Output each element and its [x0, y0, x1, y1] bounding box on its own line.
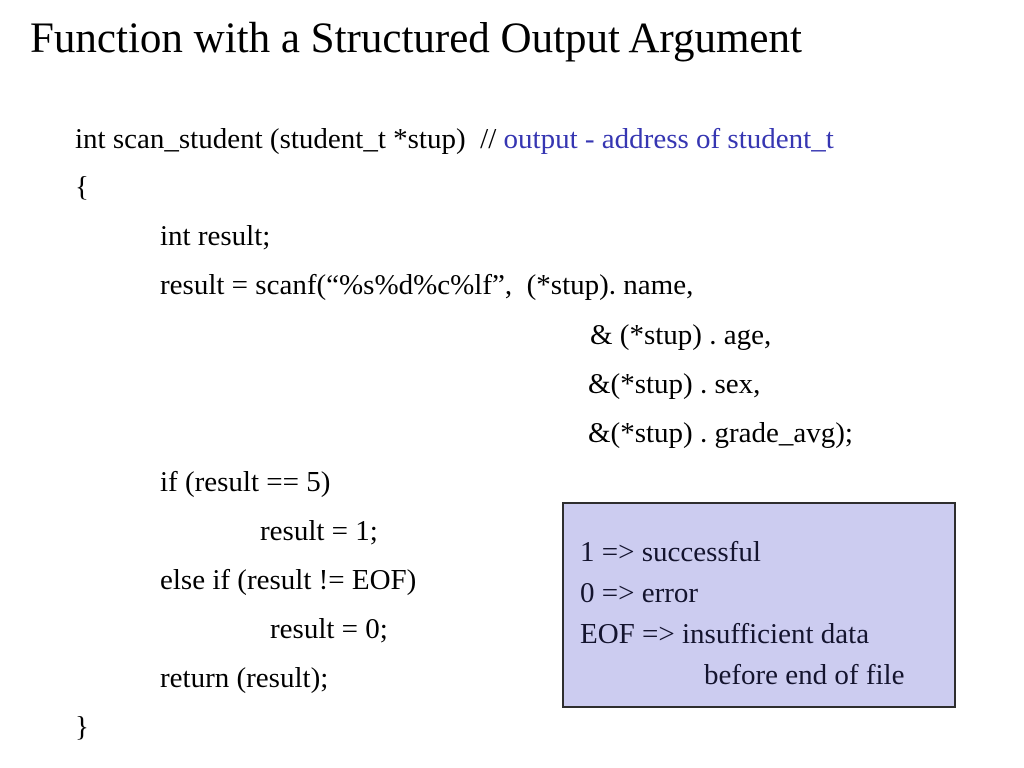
- code-line-arg-age: & (*stup) . age,: [590, 319, 772, 351]
- code-line-scanf: result = scanf(“%s%d%c%lf”, (*stup). name,: [160, 269, 694, 301]
- code-line-open-brace: {: [75, 171, 89, 203]
- code-line-arg-sex: &(*stup) . sex,: [588, 368, 761, 400]
- code-line-arg-grade: &(*stup) . grade_avg);: [588, 417, 853, 449]
- code-line-else-if: else if (result != EOF): [160, 564, 417, 596]
- code-text: int scan_student (student_t *stup) //: [75, 123, 504, 155]
- code-line-declaration: int result;: [160, 220, 271, 252]
- callout-line-error: 0 => error: [580, 577, 699, 609]
- slide-title: Function with a Structured Output Argument: [30, 15, 802, 62]
- result-legend-box: [562, 502, 956, 708]
- code-line-signature: [75, 122, 834, 156]
- code-line-if: if (result == 5): [160, 466, 331, 498]
- code-line-assign-0: result = 0;: [270, 613, 388, 645]
- inline-comment: output - address of student_t: [503, 123, 834, 155]
- code-line-return: return (result);: [160, 662, 329, 694]
- code-line-assign-1: result = 1;: [260, 515, 378, 547]
- callout-line-successful: 1 => successful: [580, 536, 761, 568]
- callout-line-eof: EOF => insufficient data: [580, 618, 870, 650]
- callout-line-eof-cont: before end of file: [704, 659, 905, 691]
- code-line-close-brace: }: [75, 711, 89, 743]
